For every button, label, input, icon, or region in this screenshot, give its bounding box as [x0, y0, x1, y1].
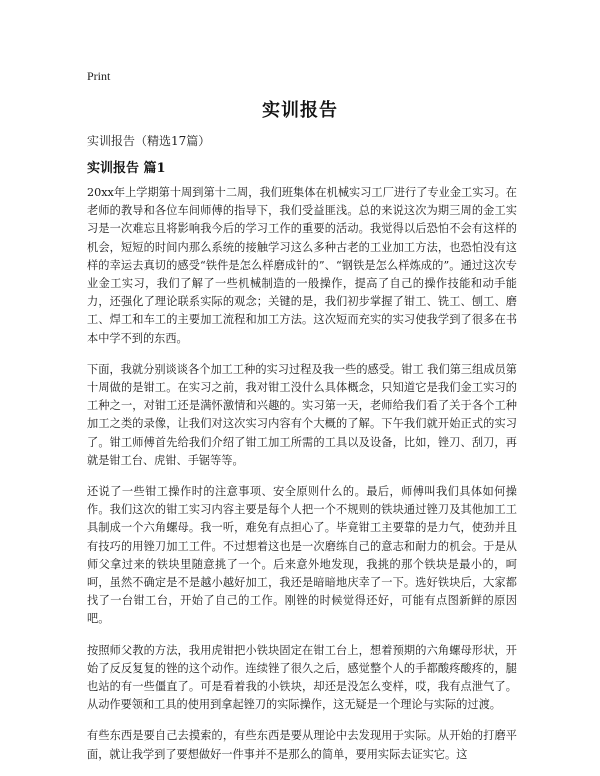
document-subtitle: 实训报告（精选17篇）	[87, 134, 211, 148]
paragraph-1: 20xx年上学期第十周到第十二周，我们班集体在机械实习工厂进行了专业金工实习。在老师的教导和各位车间师傅的指导下，我们受益匪浅。总的来说这次为期三周的金工实习是一次难忘且将影响我今后的学习工作的重要的活动。我觉得以后恐怕不会有这样的机会，短短的时间内那么系统的接触学习这么多种古老的工业加工方法，也恐怕没有这样的幸运去真切的感受“铁件是怎么样磨成针的”、“钢铁是怎么样炼成的”。通过这次专业金工实习，我们了解了一些机械制造的一般操作，提高了自己的操作技能和动手能力，还强化了理论联系实际的观念；关键的是，我们初步掌握了钳工、铣工、刨工、磨工、焊工和车工的主要加工流程和加工方法。这次短而充实的实习使我学到了很多在书本中学不到的东西。	[87, 186, 517, 345]
paragraph-4: 按照师父教的方法，我用虎钳把小铁块固定在钳工台上，想着预期的六角螺母形状，开始了反反复复的锉的这个动作。连续锉了很久之后，感觉整个人的手都酸疼酸疼的，腿也站的有一些僵直了。可是看着我的小铁块，却还是没怎么变样，哎，我有点泄气了。从动作要领和工具的使用到拿起锉刀的实际操作，这无疑是一个理论与实际的过渡。	[87, 643, 517, 712]
document-body	[87, 184, 517, 776]
section-heading: 实训报告 篇1	[87, 161, 166, 176]
paragraph-5: 有些东西是要自己去摸索的，有些东西是要从理论中去发现用于实际。从开始的打磨平面，就让我学到了要想做好一件事并不是那么的简单，要用实际去证实它。这	[87, 729, 517, 761]
paragraph-3: 还说了一些钳工操作时的注意事项、安全原则什么的。最后，师傅叫我们具体如何操作。我们这次的钳工实习内容主要是每个人把一个不规则的铁块通过锉刀及其他加工工具制成一个六角螺母。我一听，难免有点担心了。毕竟钳工主要靠的是力气，使劲并且有技巧的用锉刀加工工件。不过想着这也是一次磨练自己的意志和耐力的机会。于是从师父拿过来的铁块里随意挑了一个。后来意外地发现，我挑的那个铁块是最小的，呵呵，虽然不确定是不是越小越好加工，我还是暗暗地庆幸了一下。选好铁块后，大家都找了一台钳工台，开始了自己的工作。刚锉的时候觉得还好，可能有点图新鲜的原因吧。	[87, 485, 517, 626]
paragraph-2: 下面，我就分别谈谈各个加工工种的实习过程及我一些的感受。钳工 我们第三组成员第十周做的是钳工。在实习之前，我对钳工没什么具体概念，只知道它是我们金工实习的工种之一，对钳工还是满怀激情和兴趣的。实习第一天，老师给我们看了关于各个工种加工之类的录像，让我们对这次实习内容有个大概的了解。下午我们就开始正式的实习了。钳工师傅首先给我们介绍了钳工加工所需的工具以及设备，比如，锉刀、刮刀，再就是钳工台、虎钳、手锯等等。	[87, 362, 517, 467]
print-label[interactable]: Print	[87, 69, 111, 83]
document-title: 实训报告	[262, 100, 338, 121]
